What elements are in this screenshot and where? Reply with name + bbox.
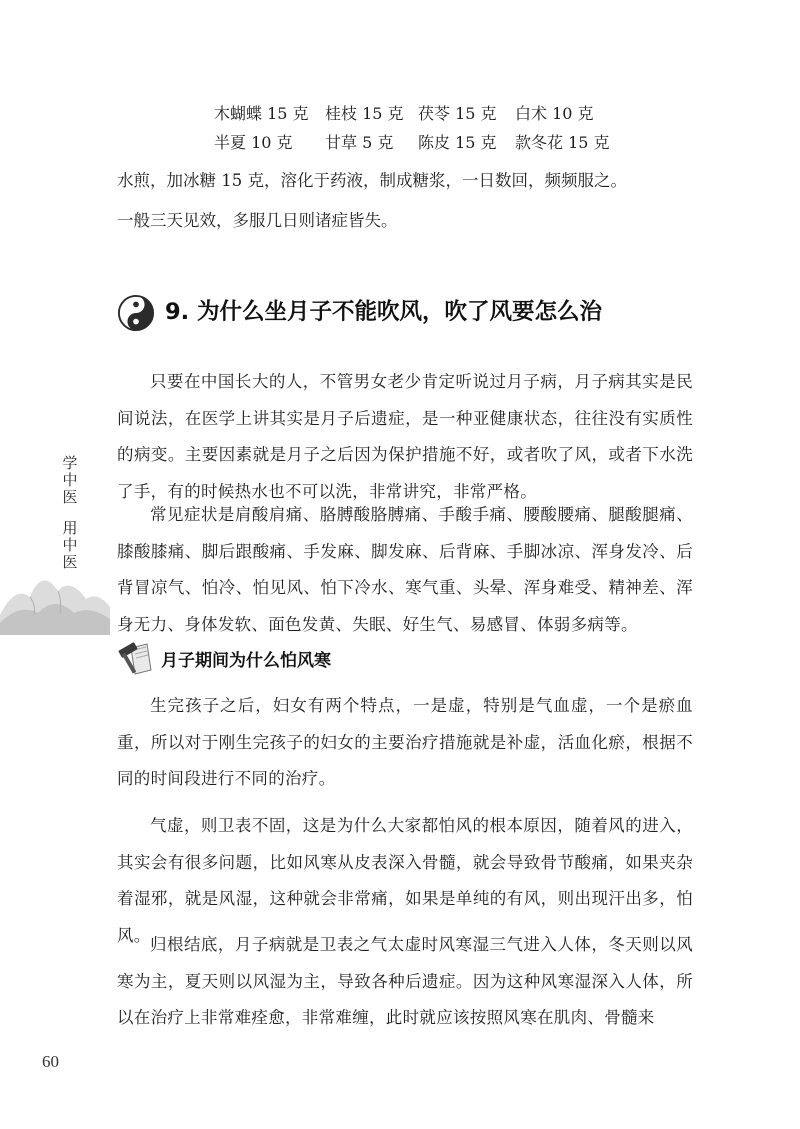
herb-item: 甘草 5 克: [325, 133, 394, 152]
herb-item: 款冬花 15 克: [515, 133, 610, 152]
section-title: 9. 为什么坐月子不能吹风，吹了风要怎么治: [165, 299, 603, 325]
section-heading: [117, 291, 697, 335]
side-label-use: 用 中 医: [62, 519, 78, 571]
herb-item: 陈皮 15 克: [418, 133, 497, 152]
subsection-paragraph-1: 生完孩子之后，妇女有两个特点，一是虚，特别是气血虚，一个是瘀血重，所以对于刚生完孩子的妇女的主要治疗措施就是补虚，活血化瘀，根据不同的时间段进行不同的治疗。: [117, 696, 693, 789]
herb-item: 茯苓 15 克: [418, 104, 497, 123]
subsection-paragraph-2: 气虚，则卫表不固，这是为什么大家都怕风的根本原因，随着风的进入，其实会有很多问题，比如风寒从皮表深入骨髓，就会导致骨节酸痛，如果夹杂着湿邪，就是风湿，这种就会非常痛，如果是单纯的有风，则出现汗出多，怕风。: [117, 816, 693, 945]
herb-row-2: [0, 129, 800, 157]
page-number: 60: [42, 1052, 59, 1071]
sub-heading: [117, 640, 517, 680]
section-paragraph-1: 只要在中国长大的人，不管男女老少肯定听说过月子病，月子病其实是民间说法，在医学上讲其实是月子后遗症，是一种亚健康状态，往往没有实质性的病变。主要因素就是月子之后因为保护措施不好，或者吹了风，或者下水洗了手，有的时候热水也不可以洗，非常讲究，非常严格。: [117, 372, 693, 501]
herb-item: 桂枝 15 克: [325, 104, 404, 123]
decoction-instructions: 水煎，加冰糖 15 克，溶化于药液，制成糖浆，一日数回，频频服之。: [117, 171, 627, 190]
subsection-paragraph-3: 归根结底，月子病就是卫表之气太虚时风寒湿三气进入人体，冬天则以风寒为主，夏天则以风湿为主，导致各种后遗症。因为这种风寒湿深入人体，所以在治疗上非常难痊愈，非常难缠，此时就应该按照风寒在肌肉、骨髓来: [117, 935, 693, 1028]
subsection-title: 月子期间为什么怕风寒: [161, 651, 331, 671]
herb-item: 半夏 10 克: [214, 133, 293, 152]
mountain-decoration: [0, 555, 110, 635]
yin-yang-icon: [117, 294, 155, 332]
hammer-book-icon: [117, 640, 157, 676]
side-label-learn: 学 中 医: [62, 454, 78, 506]
section-paragraph-2: 常见症状是肩酸肩痛、胳膊酸胳膊痛、手酸手痛、腰酸腰痛、腿酸腿痛、膝酸膝痛、脚后跟酸痛、手发麻、脚发麻、后背麻、手脚冰凉、浑身发冷、后背冒凉气、怕冷、怕见风、怕下冷水、寒气重、头晕、浑身难受、精神差、浑身无力、身体发软、面色发黄、失眠、好生气、易感冒、体弱多病等。: [117, 505, 693, 634]
effect-note: 一般三天见效，多服几日则诸症皆失。: [117, 211, 398, 230]
herb-item: 白术 10 克: [515, 104, 594, 123]
herb-item: 木蝴蝶 15 克: [214, 104, 309, 123]
herb-row-1: [0, 100, 800, 128]
